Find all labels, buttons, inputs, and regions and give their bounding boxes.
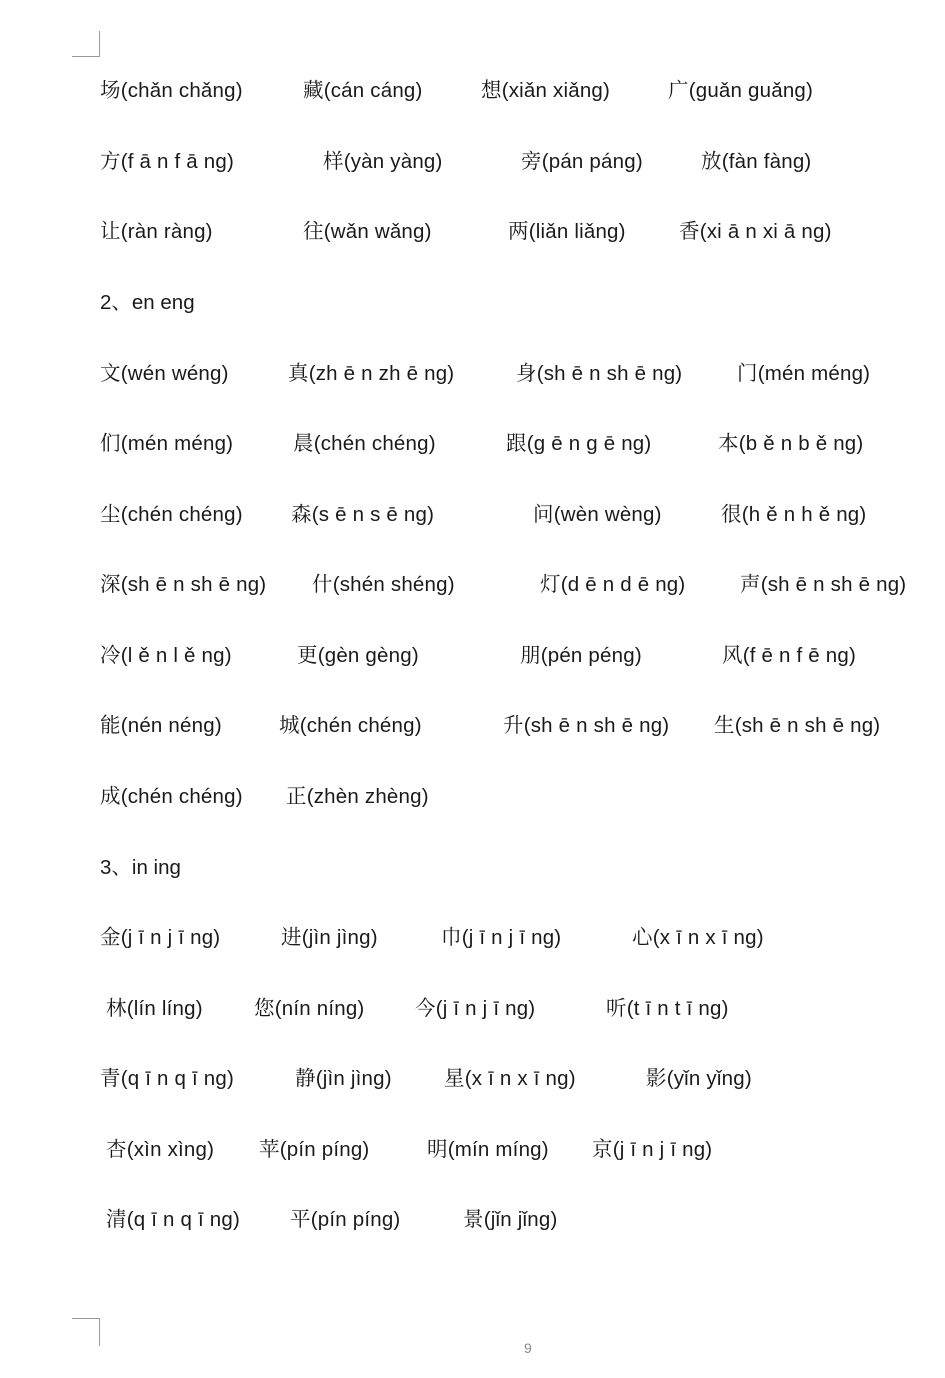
pinyin-entry: 很(h ě n h ě ng) [721, 503, 867, 526]
pinyin-entry: 今(j ī n j ī ng) [415, 997, 536, 1020]
entry-row [0, 147, 945, 177]
pinyin-entry: 升(sh ē n sh ē ng) [503, 714, 670, 737]
pinyin-entry: 文(wén wéng) [100, 362, 229, 385]
pinyin-entry: 成(chén chéng) [100, 785, 243, 808]
pinyin-entry: 森(s ē n s ē ng) [291, 503, 435, 526]
entry-row [0, 359, 945, 389]
pinyin-entry: 跟(g ē n g ē ng) [506, 432, 652, 455]
entry-row [0, 1064, 945, 1094]
page-corner-mark-top [72, 31, 100, 57]
pinyin-entry: 苹(pín píng) [259, 1138, 370, 1161]
pinyin-entry: 更(gèn gèng) [297, 644, 419, 667]
pinyin-entry: 城(chén chéng) [279, 714, 422, 737]
pinyin-entry: 景(jǐn jǐng) [463, 1208, 558, 1231]
pinyin-entry: 旁(pán páng) [521, 150, 643, 173]
pinyin-entry: 明(mín míng) [427, 1138, 549, 1161]
pinyin-entry: 静(jìn jìng) [295, 1067, 392, 1090]
pinyin-entry: 们(mén méng) [100, 432, 234, 455]
pinyin-entry: 林(lín líng) [106, 997, 203, 1020]
pinyin-entry: 藏(cán cáng) [303, 79, 423, 102]
pinyin-entry: 香(xi ā n xi ā ng) [679, 220, 832, 243]
pinyin-entry: 灯(d ē n d ē ng) [540, 573, 686, 596]
pinyin-entry: 声(sh ē n sh ē ng) [740, 573, 907, 596]
pinyin-entry: 朋(pén péng) [520, 644, 642, 667]
pinyin-entry: 巾(j ī n j ī ng) [441, 926, 562, 949]
pinyin-entry: 什(shén shéng) [312, 573, 455, 596]
pinyin-entry: 星(x ī n x ī ng) [444, 1067, 576, 1090]
entry-row [0, 641, 945, 671]
pinyin-entry: 广(guǎn guǎng) [668, 79, 814, 102]
entry-row [0, 782, 945, 812]
entry-row [0, 217, 945, 247]
entry-row [0, 76, 945, 106]
pinyin-entry: 往(wǎn wǎng) [303, 220, 432, 243]
page-number: 9 [524, 1340, 532, 1356]
pinyin-entry: 金(j ī n j ī ng) [100, 926, 221, 949]
pinyin-entry: 心(x ī n x ī ng) [632, 926, 764, 949]
pinyin-entry: 方(f ā n f ā ng) [100, 150, 235, 173]
pinyin-entry: 冷(l ě n l ě ng) [100, 644, 232, 667]
pinyin-entry: 深(sh ē n sh ē ng) [100, 573, 267, 596]
pinyin-entry: 青(q ī n q ī ng) [100, 1067, 235, 1090]
pinyin-entry: 能(nén néng) [100, 714, 222, 737]
pinyin-entry: 身(sh ē n sh ē ng) [516, 362, 683, 385]
pinyin-entry: 门(mén méng) [737, 362, 871, 385]
entry-row [0, 500, 945, 530]
pinyin-entry: 场(chǎn chǎng) [100, 79, 243, 102]
pinyin-entry: 影(yǐn yǐng) [646, 1067, 752, 1090]
entry-row [0, 994, 945, 1024]
pinyin-entry: 想(xiǎn xiǎng) [481, 79, 611, 102]
pinyin-entry: 问(wèn wèng) [533, 503, 662, 526]
entry-row [0, 923, 945, 953]
pinyin-entry: 杏(xìn xìng) [106, 1138, 215, 1161]
entry-row [0, 429, 945, 459]
pinyin-entry: 风(f ē n f ē ng) [722, 644, 857, 667]
pinyin-entry: 放(fàn fàng) [701, 150, 812, 173]
pinyin-entry: 进(jìn jìng) [281, 926, 378, 949]
pinyin-entry: 听(t ī n t ī ng) [606, 997, 729, 1020]
pinyin-entry: 样(yàn yàng) [323, 150, 443, 173]
entry-row [0, 1205, 945, 1235]
entry-row [0, 711, 945, 741]
entry-row [0, 1135, 945, 1165]
page-corner-mark-bottom [72, 1318, 100, 1346]
pinyin-entry: 平(pín píng) [290, 1208, 401, 1231]
pinyin-entry: 让(ràn ràng) [100, 220, 213, 243]
pinyin-entry: 两(liǎn liǎng) [508, 220, 626, 243]
section-heading-en-eng: 2、en eng [100, 291, 195, 314]
pinyin-entry: 真(zh ē n zh ē ng) [288, 362, 455, 385]
pinyin-entry: 您(nín níng) [254, 997, 365, 1020]
pinyin-entry: 本(b ě n b ě ng) [718, 432, 864, 455]
pinyin-entry: 晨(chén chéng) [293, 432, 436, 455]
pinyin-entry: 清(q ī n q ī ng) [106, 1208, 241, 1231]
pinyin-entry: 尘(chén chéng) [100, 503, 243, 526]
entry-row [0, 570, 945, 600]
section-heading-in-ing: 3、in ing [100, 856, 181, 879]
pinyin-entry: 正(zhèn zhèng) [286, 785, 429, 808]
pinyin-entry: 生(sh ē n sh ē ng) [714, 714, 881, 737]
pinyin-entry: 京(j ī n j ī ng) [592, 1138, 713, 1161]
